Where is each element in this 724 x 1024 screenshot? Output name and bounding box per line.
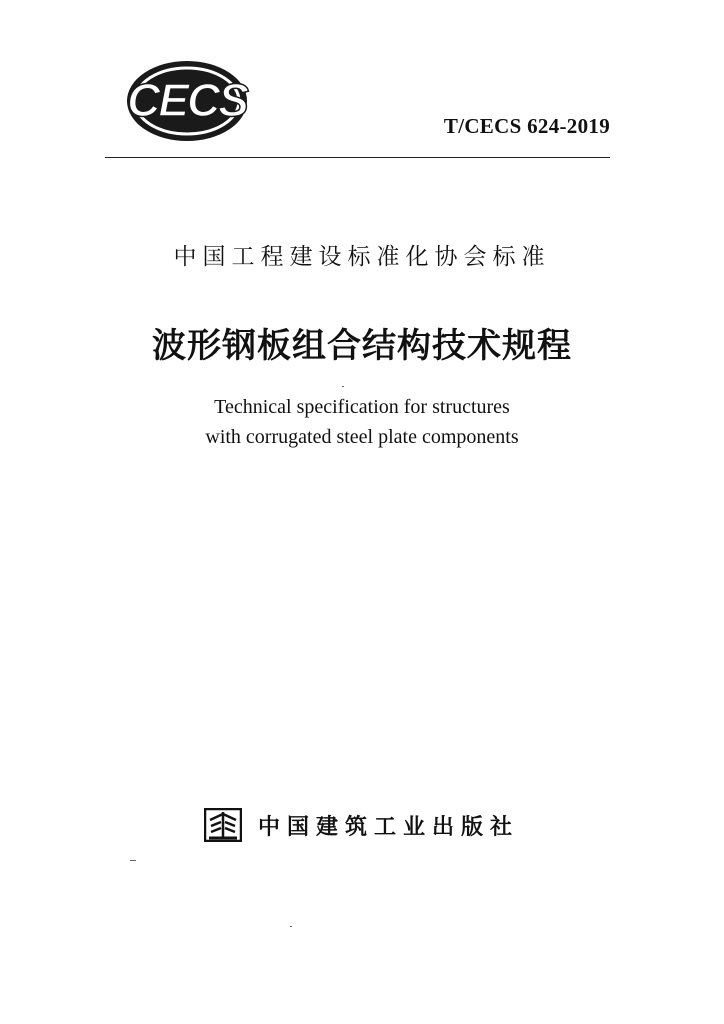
publisher-logo-icon bbox=[204, 808, 242, 842]
header-divider bbox=[105, 157, 610, 158]
association-standard-label: 中国工程建设标准化协会标准 bbox=[173, 244, 551, 270]
standard-number: T/CECS 624-2019 bbox=[443, 114, 610, 138]
publisher-name: 中国建筑工业出版社 bbox=[258, 814, 520, 840]
scan-speck bbox=[342, 386, 344, 387]
scan-speck bbox=[130, 860, 136, 861]
title-english-line-2: with corrugated steel plate components bbox=[205, 426, 519, 448]
title-english-line-1: Technical specification for structures bbox=[214, 396, 510, 418]
svg-text:CECS: CECS bbox=[127, 74, 247, 126]
scan-speck bbox=[290, 926, 292, 927]
title-chinese: 波形钢板组合结构技术规程 bbox=[152, 326, 572, 366]
cecs-logo bbox=[112, 56, 262, 146]
